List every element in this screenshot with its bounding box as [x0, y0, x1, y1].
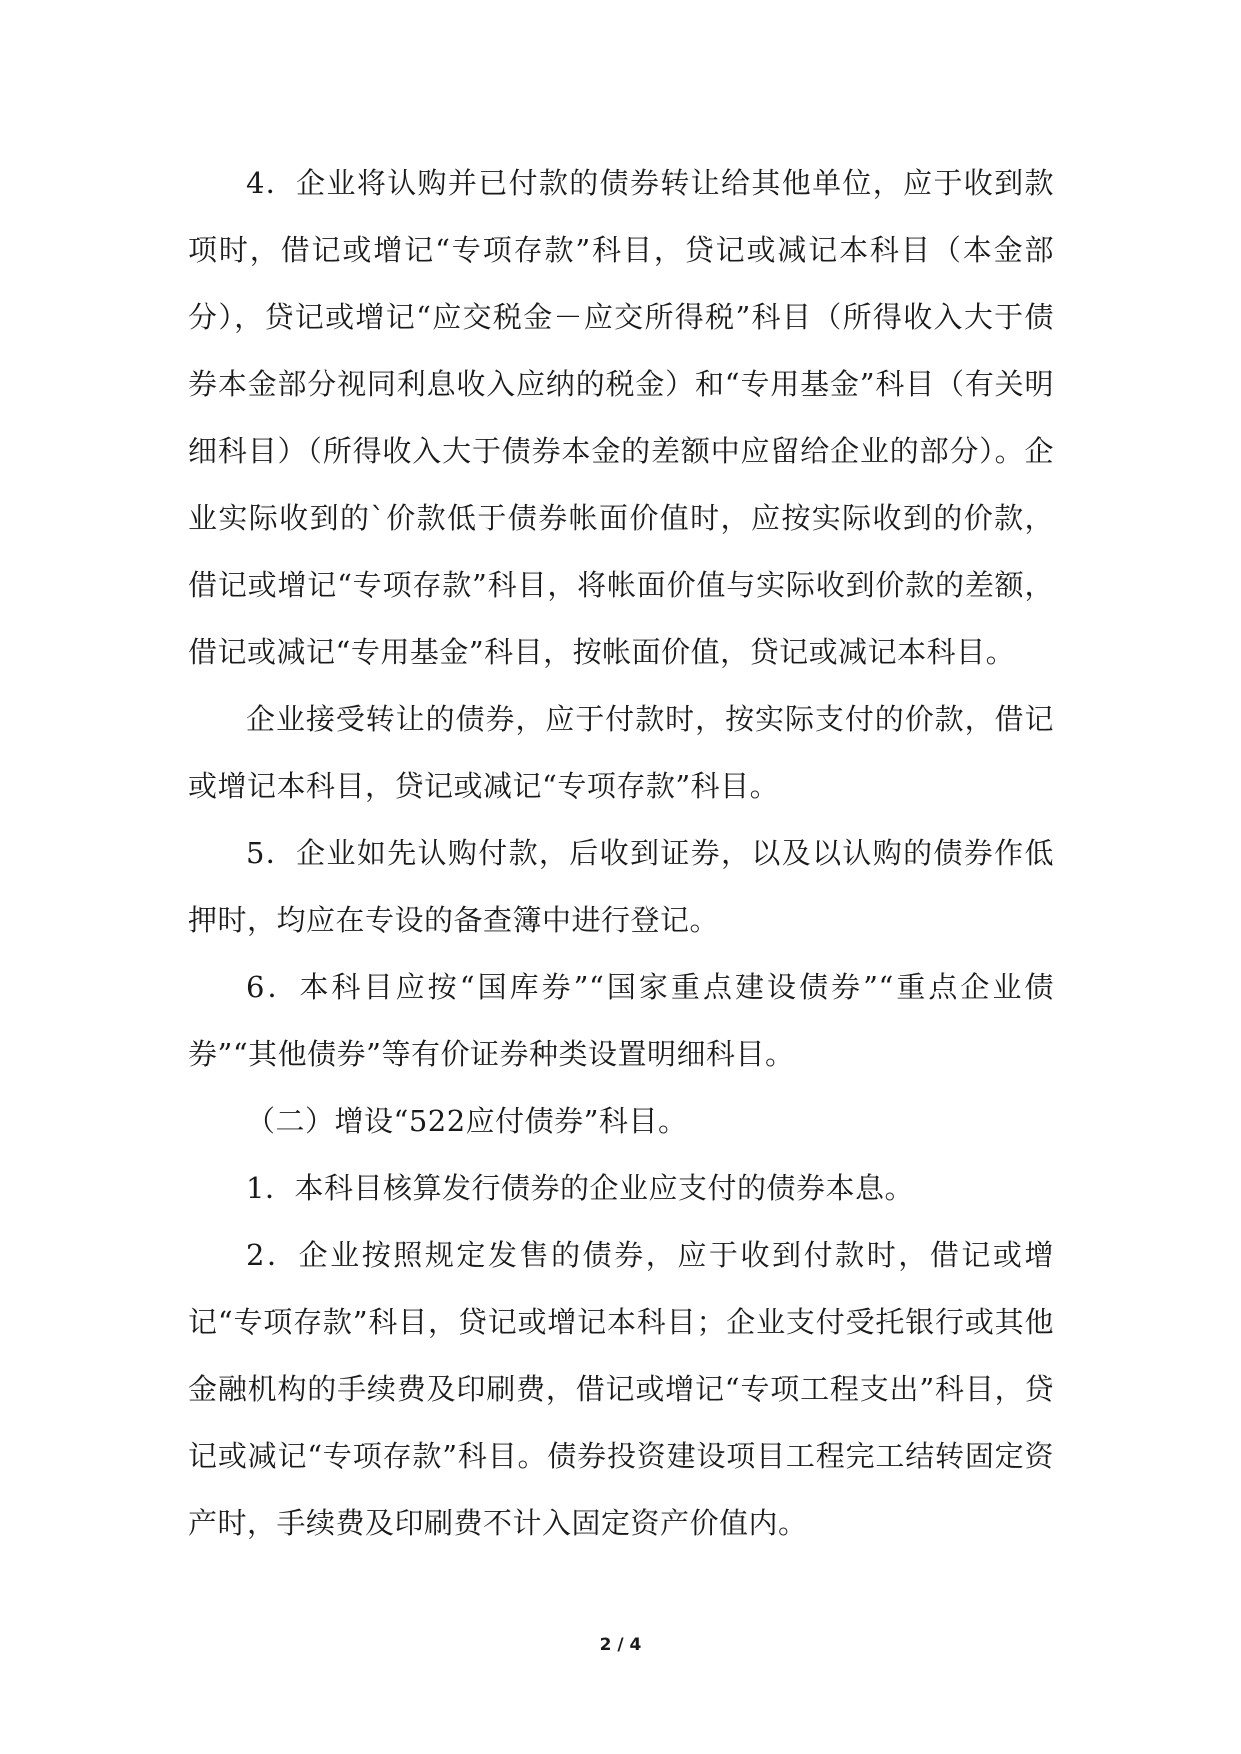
- paragraph: 5．企业如先认购付款，后收到证券，以及以认购的债券作低押时，均应在专设的备查簿中进行登记。: [188, 836, 1054, 937]
- paragraph: 1．本科目核算发行债券的企业应支付的债券本息。: [246, 1171, 914, 1205]
- paragraph: 企业接受转让的债券，应于付款时，按实际支付的价款，借记或增记本科目，贷记或减记“专项存款”科目。: [188, 702, 1054, 803]
- section-heading: （二）增设“522应付债券”科目。: [246, 1104, 688, 1138]
- paragraph: 2．企业按照规定发售的债券，应于收到付款时，借记或增记“专项存款”科目，贷记或增记本科目；企业支付受托银行或其他金融机构的手续费及印刷费，借记或增记“专项工程支出”科目，贷记或减记“专项存款”科目。债券投资建设项目工程完工结转固定资产时，手续费及印刷费不计入固定资产价值内。: [188, 1238, 1054, 1540]
- paragraph: 4．企业将认购并已付款的债券转让给其他单位，应于收到款项时，借记或增记“专项存款”科目，贷记或减记本科目（本金部分），贷记或增记“应交税金－应交所得税”科目（所得收入大于债券本金部分视同利息收入应纳的税金）和“专用基金”科目（有关明细科目）（所得收入大于债券本金的差额中应留给企业的部分）。企业实际收到的`价款低于债券帐面价值时，应按实际收到的价款，借记或增记“专项存款”科目，将帐面价值与实际收到价款的差额，借记或减记“专用基金”科目，按帐面价值，贷记或减记本科目。: [188, 166, 1054, 669]
- document-body: [188, 150, 1054, 1557]
- paragraph: 6．本科目应按“国库券”“国家重点建设债券”“重点企业债券”“其他债券”等有价证券种类设置明细科目。: [188, 970, 1054, 1071]
- page-number: 2 / 4: [599, 1635, 642, 1655]
